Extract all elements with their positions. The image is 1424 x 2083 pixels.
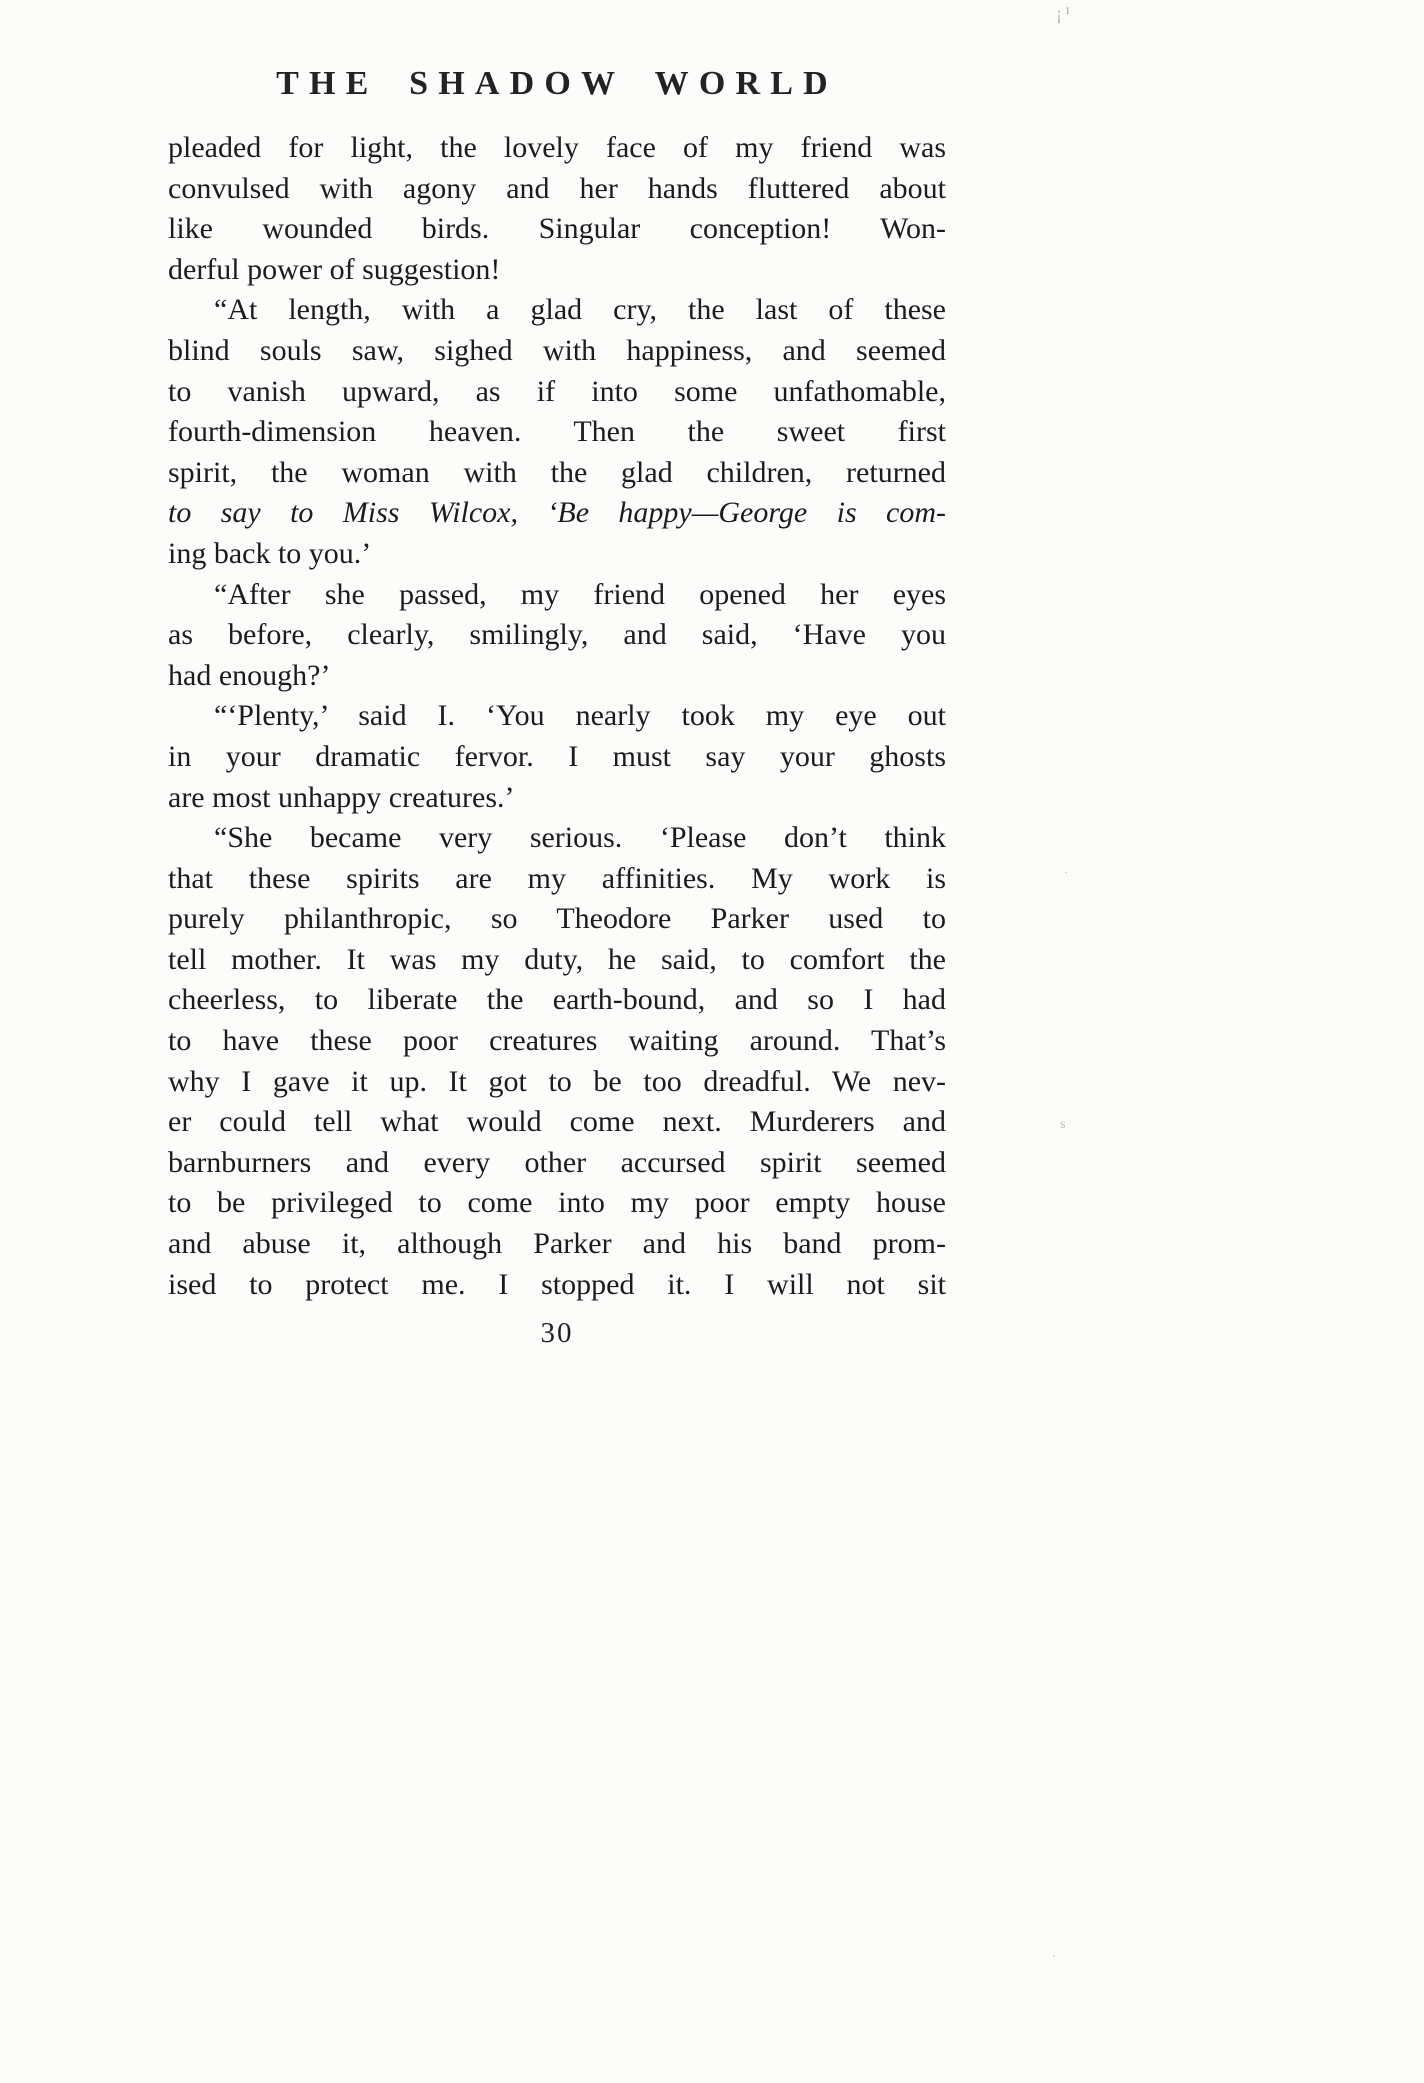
text-line: to be privileged to come into my poor empty house: [168, 1186, 946, 1220]
paragraph: [168, 696, 946, 818]
text-line: blind souls saw, sighed with happiness, and seemed: [168, 333, 946, 367]
text-line: “She became very serious. ‘Please don’t think: [214, 821, 946, 855]
paragraph: [168, 290, 946, 574]
scan-artifact: ·: [1064, 865, 1068, 879]
page-number: 30: [540, 1317, 574, 1350]
text-line: derful power of suggestion!: [168, 252, 501, 286]
text-line: “After she passed, my friend opened her eyes: [214, 577, 946, 611]
text-line: pleaded for light, the lovely face of my friend was: [168, 131, 946, 164]
text-line: convulsed with agony and her hands fluttered about: [168, 171, 946, 205]
text-line: cheerless, to liberate the earth-bound, and so I had: [168, 983, 946, 1017]
text-line: as before, clearly, smilingly, and said, ‘Have you: [168, 618, 946, 652]
text-line: like wounded birds. Singular conception! Won-: [168, 212, 946, 246]
text-line: to say to Miss Wilcox, ‘Be happy—George is com-: [168, 496, 946, 530]
text-line: tell mother. It was my duty, he said, to comfort the: [168, 942, 946, 976]
text-line: er could tell what would come next. Murderers and: [168, 1105, 946, 1139]
paragraph: [168, 818, 946, 1305]
text-line: to vanish upward, as if into some unfathomable,: [168, 374, 946, 408]
paragraph: [168, 128, 946, 290]
text-line: barnburners and every other accursed spirit seemed: [168, 1145, 946, 1179]
text-line: in your dramatic fervor. I must say your ghosts: [168, 739, 946, 773]
text-line: that these spirits are my affinities. My work is: [168, 861, 946, 895]
running-title: THE SHADOW WORLD: [276, 65, 838, 102]
text-line: ing back to you.’: [168, 536, 372, 570]
scan-artifact: ·: [1052, 1949, 1056, 1963]
text-line: are most unhappy creatures.’: [168, 780, 515, 814]
text-line: spirit, the woman with the glad children, returned: [168, 455, 946, 489]
text-line: ised to protect me. I stopped it. I will not sit: [168, 1267, 946, 1301]
scan-artifact: ¡¹: [1056, 3, 1074, 23]
text-line: fourth-dimension heaven. Then the sweet first: [168, 415, 946, 449]
text-line: had enough?’: [168, 658, 331, 692]
text-line: “At length, with a glad cry, the last of these: [214, 293, 946, 327]
paragraph: [168, 575, 946, 697]
text-line: purely philanthropic, so Theodore Parker used to: [168, 902, 946, 936]
scan-artifact: s: [1060, 1117, 1066, 1132]
text-line: why I gave it up. It got to be too dreadful. We nev-: [168, 1064, 946, 1098]
text-line: and abuse it, although Parker and his band prom-: [168, 1227, 946, 1261]
paragraphs-container: [168, 128, 946, 1305]
text-line: “‘Plenty,’ said I. ‘You nearly took my eye out: [214, 699, 946, 733]
text-block: [168, 62, 946, 1350]
text-line: to have these poor creatures waiting around. That’s: [168, 1024, 946, 1058]
